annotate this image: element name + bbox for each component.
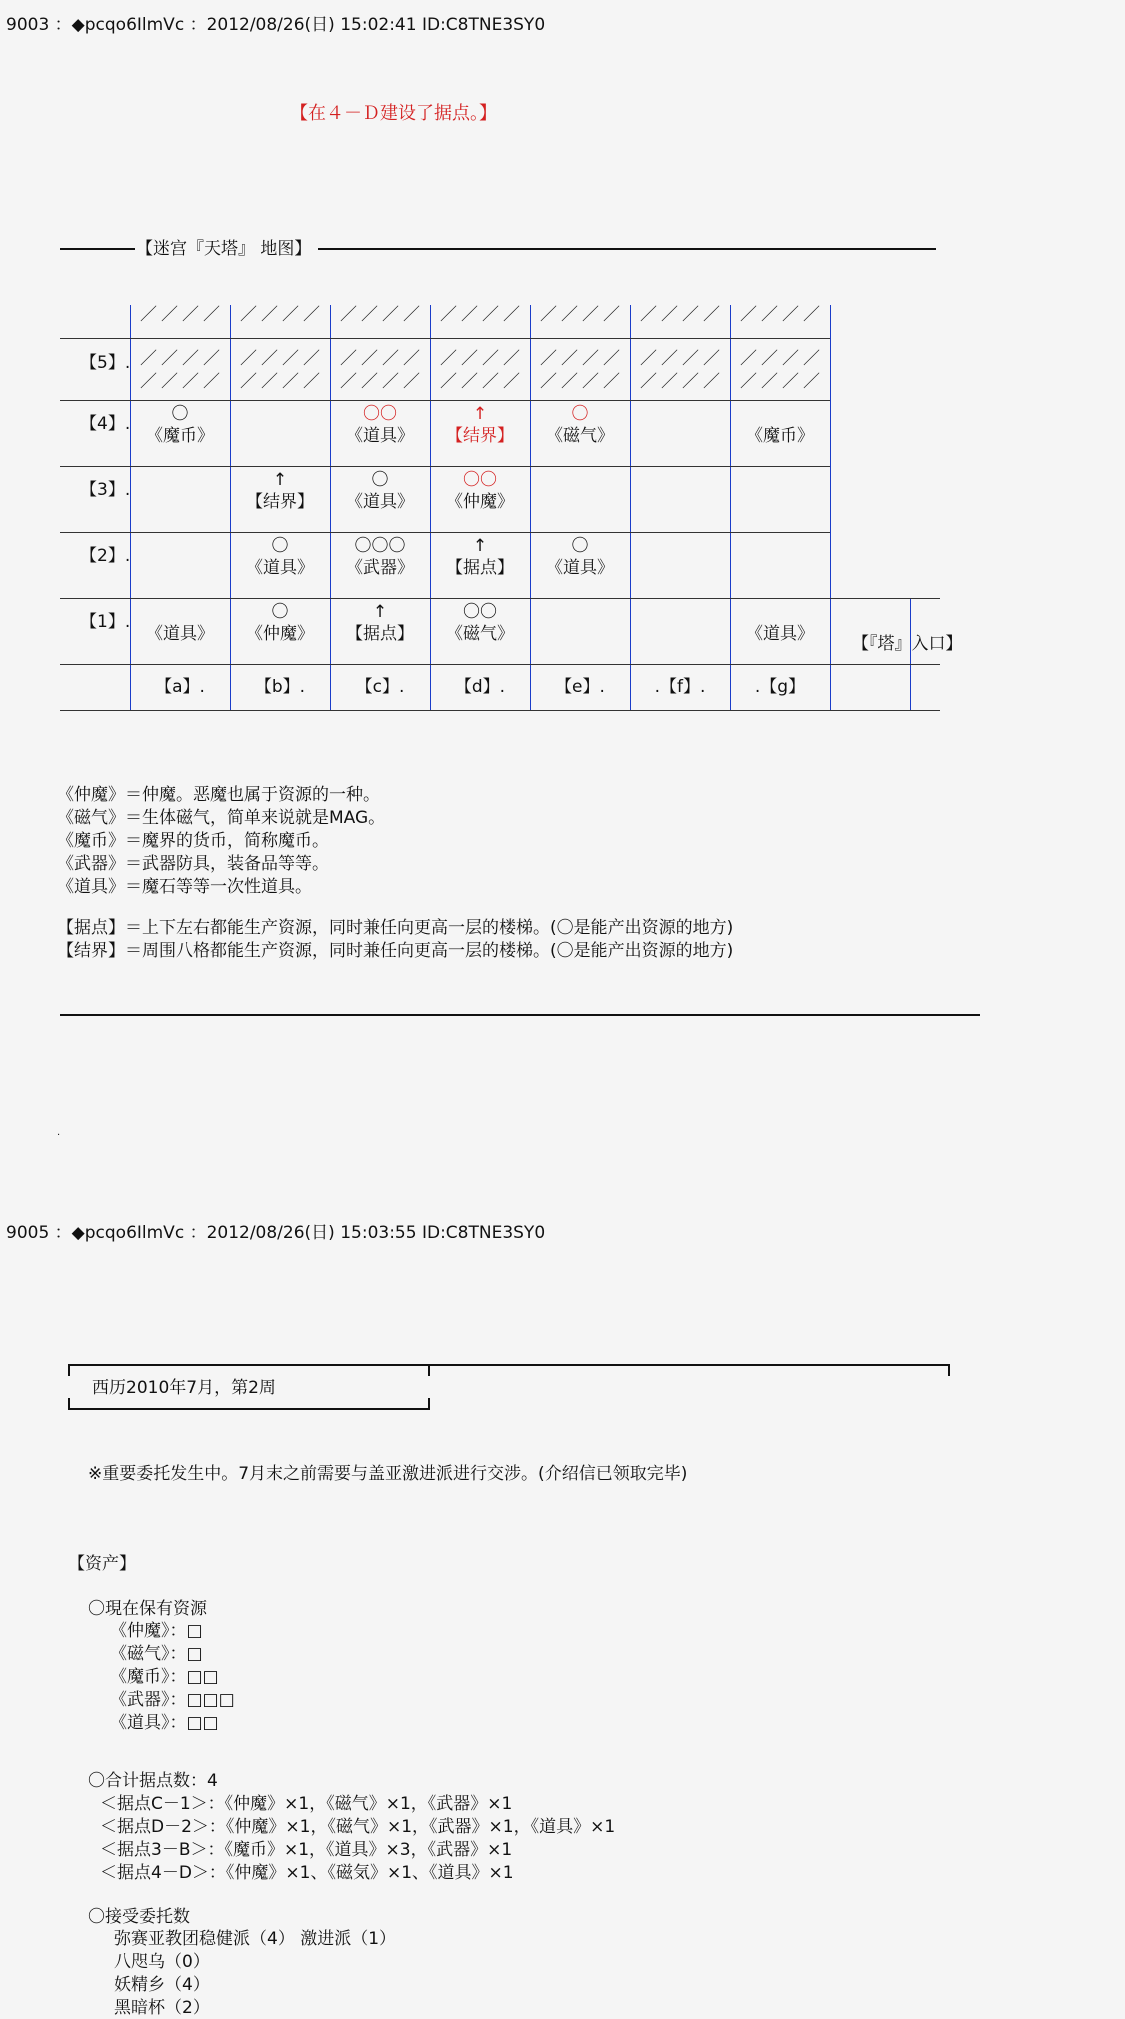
resource-item: 《武器》：□□□: [110, 1690, 235, 1710]
map-title: 【迷宫『天塔』 地图】: [136, 239, 312, 259]
grid-hline: [60, 400, 830, 401]
tower-entrance: 【『塔』入口】: [852, 634, 963, 654]
section-divider: [60, 1014, 980, 1016]
hatch-cell: ／／／／: [440, 372, 524, 392]
notice: ※重要委托发生中。7月末之前需要与盖亚激进派进行交涉。(介绍信已领取完毕): [88, 1464, 688, 1484]
date-box-top-right: [430, 1364, 950, 1366]
cell-type: 《道具》: [346, 426, 414, 446]
base-item: ＜据点4－D＞：《仲魔》×1、《磁気》×1、《道具》×1: [100, 1863, 514, 1883]
cell-type: 【据点】: [446, 558, 514, 578]
cell-resource: 〇〇: [463, 602, 497, 622]
cell-type: 【结界】: [246, 492, 314, 512]
rule-base: 【据点】＝上下左右都能生产资源，同时兼任向更高一层的楼梯。(〇是能产出资源的地方): [57, 918, 734, 938]
resources-title: 〇現在保有资源: [88, 1599, 207, 1619]
cell-type: 《道具》: [746, 624, 814, 644]
grid-hline: [60, 338, 830, 339]
assets-title: 【资产】: [68, 1554, 136, 1574]
hatch-cell: ／／／／: [440, 305, 524, 325]
column-label: 【e】.: [555, 677, 605, 697]
hatch-cell: ／／／／: [340, 349, 424, 369]
hatch-cell: ／／／／: [740, 372, 824, 392]
row-label: 【5】.: [80, 353, 131, 373]
legend-item: 《道具》＝魔石等等一次性道具。: [57, 877, 312, 897]
hatch-cell: ／／／／: [640, 372, 724, 392]
post-header: 9003 ：◆pcqo6IlmVc ：2012/08/26(日) 15:02:41 ID:C8TNE3SY0: [6, 15, 546, 35]
legend-item: 《武器》＝武器防具，装备品等等。: [57, 854, 329, 874]
legend-item: 《磁气》＝生体磁气，简单来说就是MAG。: [57, 808, 386, 828]
row-label: 【4】.: [80, 414, 131, 434]
column-label: 【c】.: [355, 677, 405, 697]
cell-type: 《磁气》: [446, 624, 514, 644]
column-label: 【b】.: [254, 677, 306, 697]
cell-type: 《仲魔》: [246, 624, 314, 644]
cell-resource: 〇〇〇: [354, 536, 406, 556]
hatch-cell: ／／／／: [240, 305, 324, 325]
base-item: ＜据点3－B＞：《魔币》×1，《道具》×3，《武器》×1: [100, 1840, 513, 1860]
hatch-cell: ／／／／: [240, 372, 324, 392]
resource-item: 《道具》：□□: [110, 1713, 219, 1733]
cell-type: 【据点】: [346, 624, 414, 644]
cell-resource: 〇〇: [363, 404, 397, 424]
resource-item: 《魔币》：□□: [110, 1667, 219, 1687]
commission-item: 黑暗杯（2）: [114, 1998, 210, 2018]
grid-hline: [60, 664, 940, 665]
hatch-cell: ／／／／: [140, 349, 224, 369]
base-item: ＜据点C－1＞：《仲魔》×1，《磁气》×1，《武器》×1: [100, 1794, 513, 1814]
resource-item: 《磁气》：□: [110, 1644, 203, 1664]
resource-item: 《仲魔》：□: [110, 1621, 203, 1641]
date-box-bracket-br: [428, 1398, 430, 1410]
date-box-bottom: [68, 1408, 429, 1410]
grid-hline: [60, 598, 940, 599]
hatch-cell: ／／／／: [140, 305, 224, 325]
hatch-cell: ／／／／: [640, 349, 724, 369]
grid-vline: [830, 305, 831, 710]
grid-vline: [530, 305, 531, 710]
cell-resource: 〇: [271, 536, 289, 556]
cell-type: 《魔币》: [146, 426, 214, 446]
grid-vline: [730, 305, 731, 710]
date-box-top: [68, 1364, 429, 1366]
hatch-cell: ／／／／: [140, 372, 224, 392]
column-label: .【g】: [754, 677, 806, 697]
cell-type: 《魔币》: [746, 426, 814, 446]
cell-type: 《道具》: [246, 558, 314, 578]
cell-resource: ↑: [272, 470, 288, 490]
cell-resource: ↑: [472, 536, 488, 556]
commission-item: 八咫乌（0）: [114, 1952, 210, 1972]
legend-item: 《仲魔》＝仲魔。恶魔也属于资源的一种。: [57, 785, 380, 805]
hatch-cell: ／／／／: [540, 349, 624, 369]
grid-hline: [60, 532, 830, 533]
column-label: 【d】.: [454, 677, 506, 697]
cell-resource: ↑: [472, 404, 488, 424]
hatch-cell: ／／／／: [340, 372, 424, 392]
hatch-cell: ／／／／: [740, 305, 824, 325]
cell-resource: 〇: [371, 470, 389, 490]
grid-vline: [630, 305, 631, 710]
cell-resource: 〇〇: [463, 470, 497, 490]
hatch-cell: ／／／／: [340, 305, 424, 325]
row-label: 【2】.: [80, 546, 131, 566]
row-label: 【3】.: [80, 480, 131, 500]
base-item: ＜据点D－2＞：《仲魔》×1，《磁气》×1，《武器》×1，《道具》×1: [100, 1817, 616, 1837]
cell-type: 《道具》: [346, 492, 414, 512]
hatch-cell: ／／／／: [240, 349, 324, 369]
legend-item: 《魔币》＝魔界的货币，简称魔币。: [57, 831, 329, 851]
column-label: 【a】.: [155, 677, 205, 697]
cell-type: 《道具》: [146, 624, 214, 644]
map-title-rule-left: [60, 248, 135, 250]
rule-barrier: 【结界】＝周围八格都能生产资源，同时兼任向更高一层的楼梯。(〇是能产出资源的地方): [57, 941, 734, 961]
map-title-rule-right: [318, 248, 936, 250]
hatch-cell: ／／／／: [640, 305, 724, 325]
commissions-title: 〇接受委托数: [88, 1907, 190, 1927]
row-label: 【1】.: [80, 612, 131, 632]
cell-type: 《仲魔》: [446, 492, 514, 512]
hatch-cell: ／／／／: [540, 372, 624, 392]
commission-item: 弥赛亚教团稳健派（4） 激进派（1）: [114, 1929, 397, 1949]
grid-hline: [60, 710, 940, 711]
date-box-text: 西历2010年7月，第2周: [92, 1378, 276, 1398]
post-header: 9005 ：◆pcqo6IlmVc ：2012/08/26(日) 15:03:55 ID:C8TNE3SY0: [6, 1223, 546, 1243]
cell-type: 《武器》: [346, 558, 414, 578]
cell-resource: 〇: [271, 602, 289, 622]
cell-resource: ↑: [372, 602, 388, 622]
cell-type: 《道具》: [546, 558, 614, 578]
cell-resource: 〇: [571, 404, 589, 424]
commission-item: 妖精乡（4）: [114, 1975, 210, 1995]
bases-title: 〇合计据点数：4: [88, 1771, 218, 1791]
hatch-cell: ／／／／: [540, 305, 624, 325]
grid-hline: [60, 466, 830, 467]
dot: .: [57, 1127, 61, 1138]
cell-resource: 〇: [171, 404, 189, 424]
column-label: .【f】.: [654, 677, 706, 697]
cell-resource: 〇: [571, 536, 589, 556]
hatch-cell: ／／／／: [740, 349, 824, 369]
cell-type: 《磁气》: [546, 426, 614, 446]
hatch-cell: ／／／／: [440, 349, 524, 369]
cell-type: 【结界】: [446, 426, 514, 446]
date-box-bracket-right: [948, 1364, 950, 1376]
announcement: 【在４－Ｄ建设了据点。】: [290, 103, 497, 124]
